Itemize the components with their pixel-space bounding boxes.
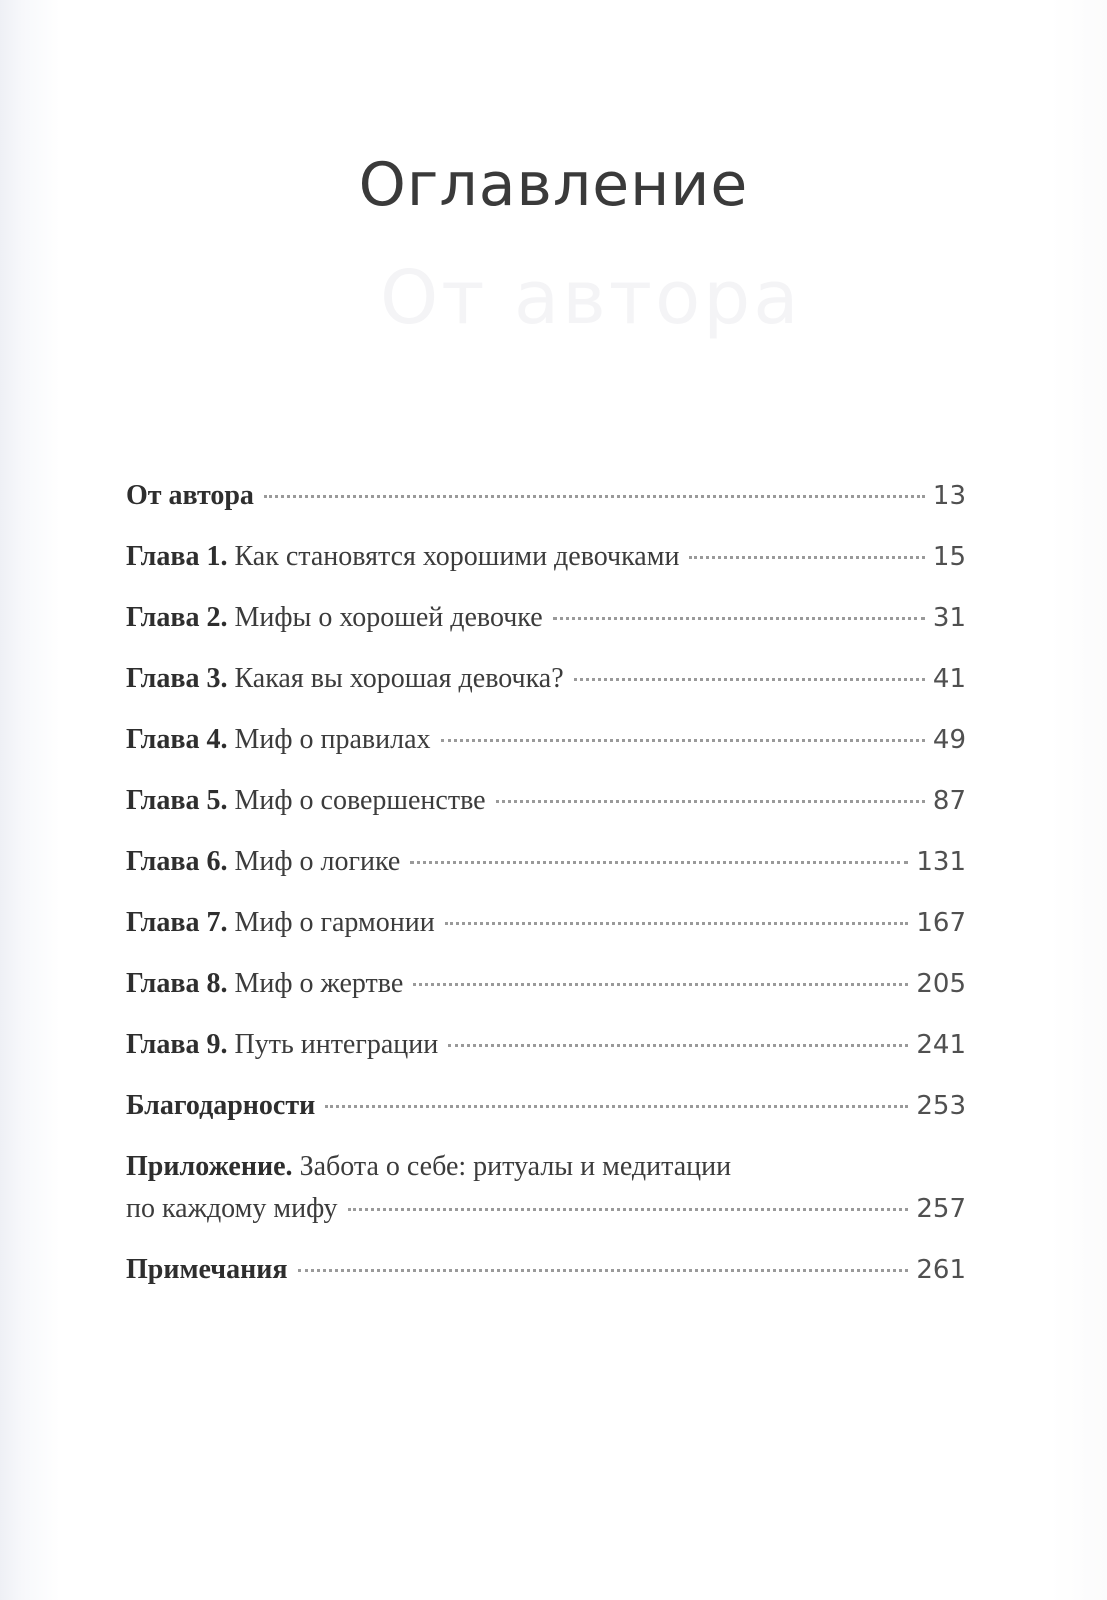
- dot-leader: [496, 800, 925, 803]
- toc-chapter-title: Миф о логике: [234, 846, 401, 877]
- toc-page-number: 205: [916, 969, 966, 999]
- dot-leader: [410, 861, 908, 864]
- dot-leader: [413, 983, 908, 986]
- toc-chapter-label: Глава 6.: [126, 846, 228, 877]
- toc-page-number: 131: [916, 847, 966, 877]
- dot-leader: [553, 617, 925, 620]
- toc-entry-chapter-6: [126, 846, 966, 907]
- page-title: Оглавление: [358, 150, 749, 220]
- toc-entry-notes: [126, 1254, 966, 1315]
- table-of-contents: [126, 480, 966, 1315]
- toc-entry-chapter-3: [126, 663, 966, 724]
- toc-entry-chapter-7: [126, 907, 966, 968]
- toc-chapter-label: Глава 1.: [126, 541, 228, 572]
- toc-entry-title: От автора: [126, 480, 254, 511]
- toc-page-number: 261: [916, 1255, 966, 1285]
- toc-chapter-title: Миф о гармонии: [234, 907, 435, 938]
- toc-entry-from-author: [126, 480, 966, 541]
- dot-leader: [298, 1269, 909, 1272]
- toc-chapter-label: Глава 2.: [126, 602, 228, 633]
- toc-entry-chapter-4: [126, 724, 966, 785]
- toc-chapter-label: Глава 9.: [126, 1029, 228, 1060]
- toc-page-number: 41: [932, 664, 966, 694]
- toc-page-number: 257: [916, 1194, 966, 1224]
- dot-leader: [325, 1105, 908, 1108]
- toc-entry-chapter-8: [126, 968, 966, 1029]
- toc-entry-chapter-5: [126, 785, 966, 846]
- toc-chapter-label: Глава 3.: [126, 663, 228, 694]
- toc-page-number: 167: [916, 908, 966, 938]
- toc-entry-chapter-1: [126, 541, 966, 602]
- toc-chapter-title: Мифы о хорошей девочке: [234, 602, 543, 633]
- toc-chapter-title: Миф о правилах: [234, 724, 431, 755]
- toc-entry-title: Благодарности: [126, 1090, 316, 1121]
- toc-chapter-label: Глава 8.: [126, 968, 228, 999]
- toc-page-number: 241: [916, 1030, 966, 1060]
- toc-entry-acknowledgements: [126, 1090, 966, 1151]
- toc-chapter-title: Забота о себе: ритуалы и медитации: [299, 1151, 732, 1182]
- dot-leader: [574, 678, 925, 681]
- toc-chapter-title-continued: по каждому мифу: [126, 1193, 338, 1224]
- toc-chapter-label: Глава 7.: [126, 907, 228, 938]
- dot-leader: [448, 1044, 908, 1047]
- dot-leader: [689, 556, 924, 559]
- toc-entry-chapter-9: [126, 1029, 966, 1090]
- toc-page-number: 253: [916, 1091, 966, 1121]
- toc-chapter-label: Приложение.: [126, 1151, 293, 1182]
- show-through-heading: От автора: [380, 255, 802, 341]
- toc-entry-appendix-continued: [126, 1193, 966, 1254]
- toc-page-number: 49: [932, 725, 966, 755]
- toc-entry-title: Примечания: [126, 1254, 288, 1285]
- toc-chapter-label: Глава 5.: [126, 785, 228, 816]
- toc-chapter-title: Какая вы хорошая девочка?: [234, 663, 564, 694]
- toc-chapter-title: Миф о совершенстве: [234, 785, 486, 816]
- toc-entry-appendix: [126, 1151, 966, 1193]
- toc-page-number: 31: [932, 603, 966, 633]
- dot-leader: [264, 495, 925, 498]
- toc-page-number: 87: [932, 786, 966, 816]
- toc-chapter-label: Глава 4.: [126, 724, 228, 755]
- toc-page-number: 15: [932, 542, 966, 572]
- toc-chapter-title: Как становятся хорошими девочками: [234, 541, 680, 572]
- toc-entry-chapter-2: [126, 602, 966, 663]
- toc-chapter-title: Миф о жертве: [234, 968, 404, 999]
- dot-leader: [348, 1208, 909, 1211]
- dot-leader: [445, 922, 909, 925]
- dot-leader: [441, 739, 925, 742]
- toc-chapter-title: Путь интеграции: [234, 1029, 439, 1060]
- toc-page-number: 13: [932, 481, 966, 511]
